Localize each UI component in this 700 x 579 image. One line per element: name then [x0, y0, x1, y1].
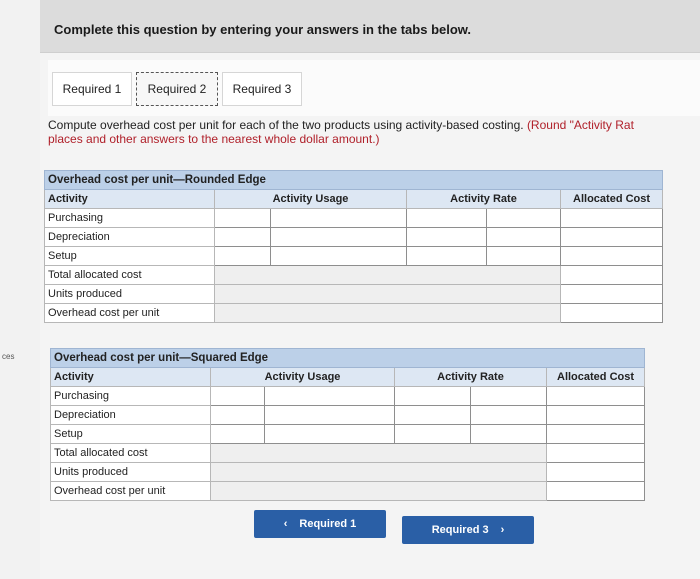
col-allocated-cost: Allocated Cost: [561, 190, 663, 209]
table-row: [51, 463, 645, 482]
row-label: Overhead cost per unit: [51, 482, 211, 501]
row-label: Purchasing: [51, 387, 211, 406]
table-header-row: [51, 368, 645, 387]
col-activity-rate: Activity Rate: [407, 190, 561, 209]
total-allocated-input[interactable]: [547, 444, 645, 463]
squared-edge-table: [50, 348, 645, 501]
left-edge-panel: [0, 0, 40, 579]
instructions-line2: places and other answers to the nearest whole dollar amount.): [48, 132, 380, 146]
row-label: Purchasing: [45, 209, 215, 228]
rate-value-input[interactable]: [407, 228, 487, 247]
usage-unit-input[interactable]: [215, 247, 271, 266]
table-row: [45, 266, 663, 285]
rate-unit-input[interactable]: [487, 247, 561, 266]
side-label-fragment: ces: [2, 352, 15, 361]
usage-unit-input[interactable]: [215, 228, 271, 247]
table-caption-row: [45, 171, 663, 190]
row-label: Units produced: [45, 285, 215, 304]
next-required-button[interactable]: [402, 516, 534, 544]
usage-unit-input[interactable]: [215, 209, 271, 228]
units-produced-input[interactable]: [561, 285, 663, 304]
tab-label: Required 3: [232, 82, 292, 96]
table-row: [51, 406, 645, 425]
col-allocated-cost: Allocated Cost: [547, 368, 645, 387]
col-activity-usage: Activity Usage: [215, 190, 407, 209]
usage-unit-input[interactable]: [211, 406, 265, 425]
col-activity-rate: Activity Rate: [395, 368, 547, 387]
table-row: [51, 482, 645, 501]
rate-unit-input[interactable]: [471, 387, 547, 406]
tab-required-3[interactable]: [222, 72, 302, 106]
instructions-main: Compute overhead cost per unit for each of the two products using activity-based costing.: [48, 118, 527, 132]
tab-required-2[interactable]: [136, 72, 218, 106]
next-button-label: Required 3: [431, 524, 489, 536]
row-label: Setup: [45, 247, 215, 266]
usage-value-input[interactable]: [271, 209, 407, 228]
table-row: [51, 387, 645, 406]
rate-value-input[interactable]: [395, 425, 471, 444]
table-row: [45, 228, 663, 247]
col-activity: Activity: [51, 368, 211, 387]
rate-value-input[interactable]: [395, 387, 471, 406]
table-row: [45, 285, 663, 304]
instructions-rounding: (Round "Activity Rat: [526, 118, 634, 132]
usage-unit-input[interactable]: [211, 425, 265, 444]
col-activity-usage: Activity Usage: [211, 368, 395, 387]
header-title: Complete this question by entering your answers in the tabs below.: [54, 22, 472, 37]
table-header-row: [45, 190, 663, 209]
tab-required-1[interactable]: [52, 72, 132, 106]
rate-value-input[interactable]: [395, 406, 471, 425]
usage-value-input[interactable]: [265, 387, 395, 406]
blank-cell: [215, 304, 561, 323]
table-row: [51, 444, 645, 463]
total-allocated-input[interactable]: [561, 266, 663, 285]
question-header: [40, 0, 700, 53]
row-label: Units produced: [51, 463, 211, 482]
blank-cell: [211, 482, 547, 501]
table-row: [45, 247, 663, 266]
allocated-cost-input[interactable]: [547, 425, 645, 444]
rate-unit-input[interactable]: [487, 209, 561, 228]
tab-label: Required 2: [147, 82, 207, 96]
overhead-per-unit-input[interactable]: [561, 304, 663, 323]
usage-unit-input[interactable]: [211, 387, 265, 406]
usage-value-input[interactable]: [265, 425, 395, 444]
rate-unit-input[interactable]: [471, 425, 547, 444]
chevron-left-icon: ‹: [283, 518, 288, 530]
row-label: Setup: [51, 425, 211, 444]
rate-unit-input[interactable]: [487, 228, 561, 247]
rounded-edge-table: [44, 170, 663, 323]
row-label: Total allocated cost: [51, 444, 211, 463]
rate-value-input[interactable]: [407, 247, 487, 266]
tab-bar: [48, 60, 700, 116]
rate-unit-input[interactable]: [471, 406, 547, 425]
allocated-cost-input[interactable]: [561, 209, 663, 228]
row-label: Depreciation: [51, 406, 211, 425]
usage-value-input[interactable]: [265, 406, 395, 425]
usage-value-input[interactable]: [271, 228, 407, 247]
table-caption: Overhead cost per unit—Squared Edge: [51, 349, 645, 368]
prev-required-button[interactable]: [254, 510, 386, 538]
chevron-right-icon: ›: [500, 524, 505, 536]
col-activity: Activity: [45, 190, 215, 209]
allocated-cost-input[interactable]: [547, 387, 645, 406]
blank-cell: [211, 444, 547, 463]
table-caption: Overhead cost per unit—Rounded Edge: [45, 171, 663, 190]
units-produced-input[interactable]: [547, 463, 645, 482]
rate-value-input[interactable]: [407, 209, 487, 228]
row-label: Total allocated cost: [45, 266, 215, 285]
table-row: [45, 209, 663, 228]
blank-cell: [215, 285, 561, 304]
blank-cell: [215, 266, 561, 285]
row-label: Overhead cost per unit: [45, 304, 215, 323]
question-panel: [40, 0, 700, 579]
row-label: Depreciation: [45, 228, 215, 247]
usage-value-input[interactable]: [271, 247, 407, 266]
overhead-per-unit-input[interactable]: [547, 482, 645, 501]
table-row: [45, 304, 663, 323]
prev-button-label: Required 1: [299, 518, 357, 530]
blank-cell: [211, 463, 547, 482]
allocated-cost-input[interactable]: [561, 228, 663, 247]
allocated-cost-input[interactable]: [547, 406, 645, 425]
tab-label: Required 1: [62, 82, 122, 96]
allocated-cost-input[interactable]: [561, 247, 663, 266]
table-caption-row: [51, 349, 645, 368]
instructions: [48, 118, 700, 146]
table-row: [51, 425, 645, 444]
